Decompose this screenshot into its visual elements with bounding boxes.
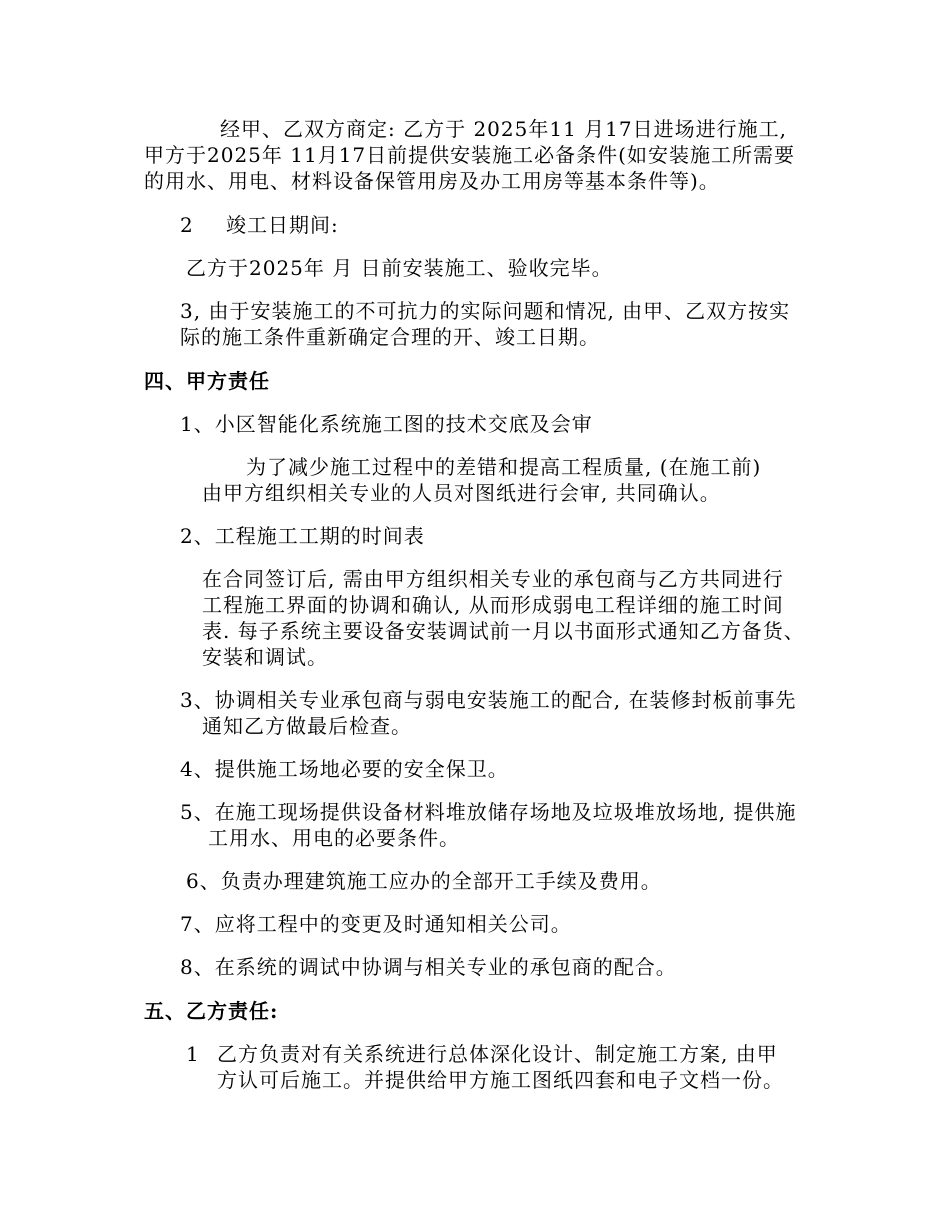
paragraph-start-date-line-1: 经甲、乙双方商定: 乙方于 2025年11 月17日进场进行施工, xyxy=(220,117,787,141)
item-2-number: 2 xyxy=(180,213,194,237)
section-5-item-1-number: 1 xyxy=(186,1042,200,1066)
item-2-label: 竣工日期间: xyxy=(226,213,339,237)
section-4-item-4: 4、提供施工场地必要的安全保卫。 xyxy=(180,757,509,781)
section-4-item-2-body-line-3: 表. 每子系统主要设备安装调试前一月以书面形式通知乙方备货、 xyxy=(202,619,805,643)
section-4-item-3-line-2: 通知乙方做最后检查。 xyxy=(202,714,412,738)
section-4-item-6: 6、负责办理建筑施工应办的全部开工手续及费用。 xyxy=(186,869,662,893)
section-4-heading: 四、甲方责任 xyxy=(144,369,270,393)
item-3-line-2: 际的施工条件重新确定合理的开、竣工日期。 xyxy=(180,325,600,349)
section-4-item-5-line-2: 工用水、用电的必要条件。 xyxy=(208,826,460,850)
completion-date-text: 乙方于2025年 月 日前安装施工、验收完毕。 xyxy=(186,256,613,280)
item-3-line-1: 3, 由于安装施工的不可抗力的实际问题和情况, 由甲、乙双方按实 xyxy=(180,299,791,323)
section-4-item-7: 7、应将工程中的变更及时通知相关公司。 xyxy=(180,912,572,936)
section-4-item-8: 8、在系统的调试中协调与相关专业的承包商的配合。 xyxy=(180,955,677,979)
section-4-item-2-body-line-2: 工程施工界面的协调和确认, 从而形成弱电工程详细的施工时间 xyxy=(202,593,784,617)
section-4-item-1-title: 1、小区智能化系统施工图的技术交底及会审 xyxy=(180,412,593,436)
section-4-item-1-body-line-1: 为了减少施工过程中的差错和提高工程质量, (在施工前) xyxy=(246,455,762,479)
section-4-item-3-line-1: 3、协调相关专业承包商与弱电安装施工的配合, 在装修封板前事先 xyxy=(180,688,797,712)
section-4-item-5-line-1: 5、在施工现场提供设备材料堆放储存场地及垃圾堆放场地, 提供施 xyxy=(180,800,797,824)
paragraph-start-date-line-3: 的用水、用电、材料设备保管用房及办工用房等基本条件等)。 xyxy=(144,169,720,193)
section-4-item-2-body-line-4: 安装和调试。 xyxy=(202,645,328,669)
section-5-item-1-line-2: 方认可后施工。并提供给甲方施工图纸四套和电子文档一份。 xyxy=(217,1068,784,1092)
section-4-item-2-title: 2、工程施工工期的时间表 xyxy=(180,524,425,548)
paragraph-start-date-line-2: 甲方于2025年 11月17日前提供安装施工必备条件(如安装施工所需要 xyxy=(144,143,795,167)
section-4-item-2-body-line-1: 在合同签订后, 需由甲方组织相关专业的承包商与乙方共同进行 xyxy=(202,567,784,591)
section-5-heading: 五、乙方责任: xyxy=(144,999,279,1023)
section-4-item-1-body-line-2: 由甲方组织相关专业的人员对图纸进行会审, 共同确认。 xyxy=(202,481,721,505)
section-5-item-1-line-1: 乙方负责对有关系统进行总体深化设计、制定施工方案, 由甲 xyxy=(217,1042,778,1066)
